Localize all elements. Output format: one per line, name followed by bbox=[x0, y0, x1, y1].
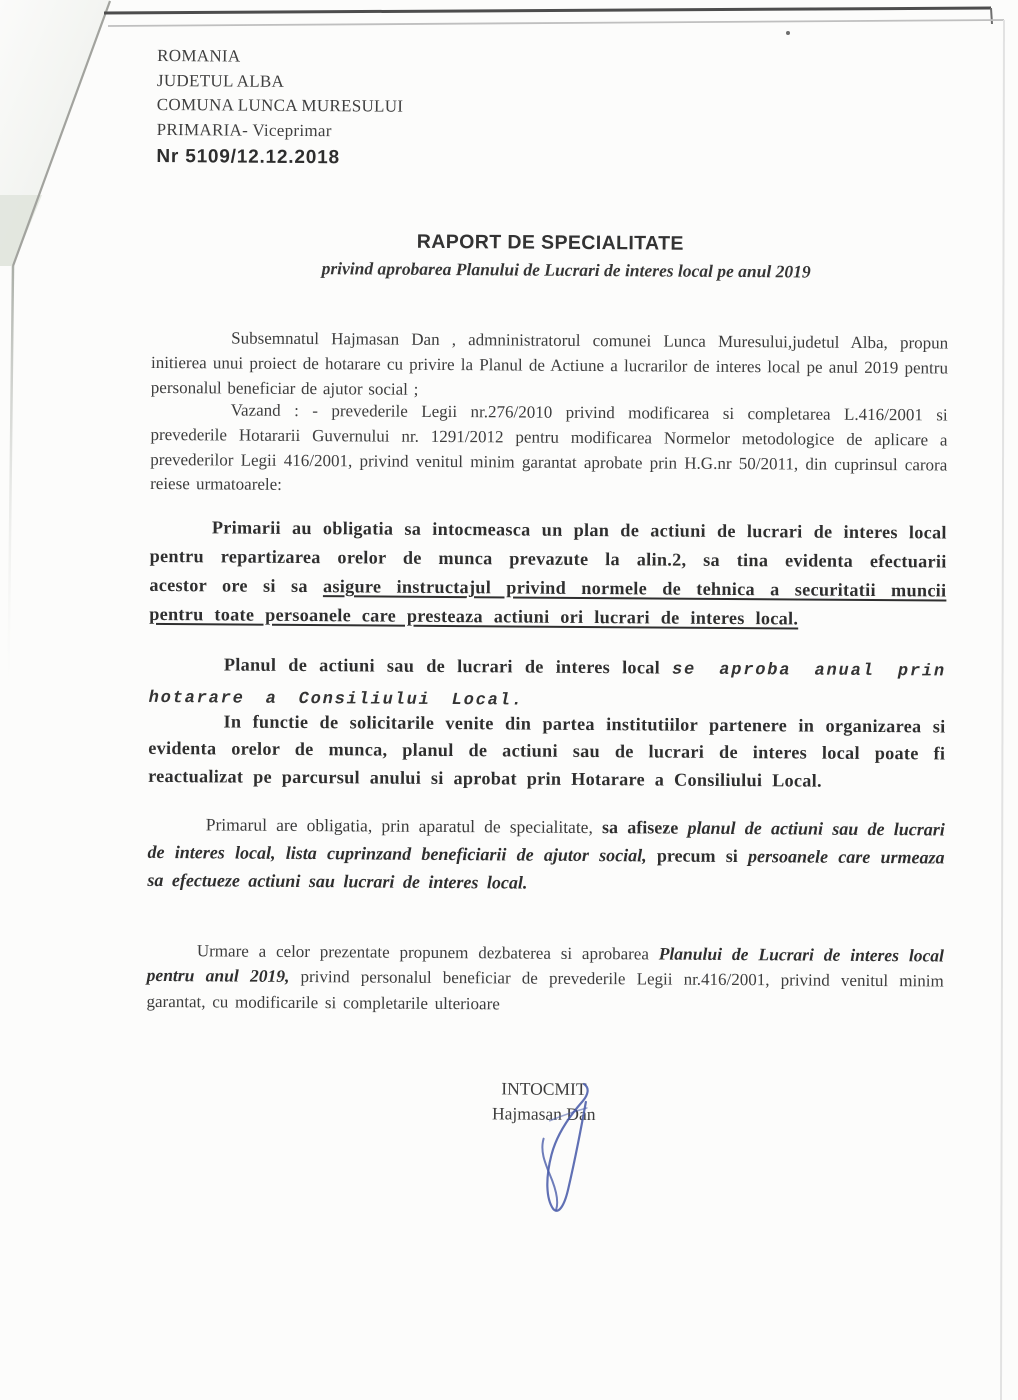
letterhead-office: PRIMARIA- Viceprimar bbox=[156, 119, 332, 140]
primarul-italic-text-2: persoanele care urmeaza sa efectueze actiuni sau lucrari de interes local. bbox=[147, 846, 945, 893]
plan-typewriter-text: se aproba anual prin hotarare a Consiliului Local. bbox=[148, 660, 946, 711]
obligatie-text: Primarii au obligatia sa intocmeasca un plan de actiuni de lucrari de interes local pentru repartizarea orelor de munca prevazute la alin.2, sa tina evidenta efectuarii acestor ore si sa bbox=[149, 517, 947, 597]
plan-bold-text: Planul de actiuni sau de lucrari de interes local bbox=[223, 654, 673, 678]
paragraph-intro: Subsemnatul Hajmasan Dan , admninistratorul comunei Lunca Muresului,judetul Alba, propun initierea unui proiect de hotarare cu privire la Planul de Actiune a lucrarilor de interes local pe anul 2019 pentru personalul beneficiar de ajutor social ; bbox=[150, 328, 949, 399]
document-subtitle: privind aprobarea Planului de Lucrari de interes local pe anul 2019 bbox=[321, 258, 811, 282]
urmare-regular-text-2: privind personalul beneficiar de prevederile Legii nr.416/2001, privind venitul minim garantat, cu modificarile si completarile ulterioare bbox=[146, 967, 944, 1013]
letterhead bbox=[156, 44, 403, 172]
paragraph-primarul bbox=[147, 810, 945, 900]
urmare-bold-italic-text: Planului de Lucrari de interes local pentru anul 2019, bbox=[146, 943, 944, 987]
registration-number: Nr 5109/12.12.2018 bbox=[156, 146, 340, 169]
paragraph-vazand: Vazand : - prevederile Legii nr.276/2010 privind modificarea si completarea L.416/2001 si prevederile Hotararii Guvernului nr. 1291/2012 pentru modificarea Normelor metodologice de aplicare a prevederilor Legii 416/2001, privind venitul minim garantat aprobate prin H.G.nr 50/2011, din cuprinsul carora reiese urmatoarele: bbox=[150, 400, 948, 495]
primarul-italic-text-1: planul de actiuni sau de lucrari de interes local, lista cuprinzand beneficiarii de ajutor social, bbox=[147, 817, 945, 866]
signature-label: INTOCMIT bbox=[501, 1078, 587, 1099]
letterhead-commune: COMUNA LUNCA MURESULUI bbox=[156, 95, 404, 116]
paragraph-urmare bbox=[146, 938, 944, 1019]
signature-stroke-left bbox=[542, 1139, 558, 1210]
obligatie-underlined-text: asigure instructajul privind normele de tehnica a securitatii muncii pentru toate persoanele care presteaza actiuni ori lucrari de interes local. bbox=[149, 576, 947, 629]
letterhead-county: JUDETUL ALBA bbox=[156, 70, 285, 91]
signatory-name: Hajmasan Dan bbox=[491, 1103, 596, 1125]
primarul-bold-text-2: precum si bbox=[646, 845, 749, 867]
urmare-regular-text-1: Urmare a celor prezentate propunem dezbaterea si aprobarea bbox=[196, 941, 659, 964]
primarul-bold-text-1: sa afiseze bbox=[601, 817, 688, 838]
document-title: RAPORT DE SPECIALITATE bbox=[416, 230, 684, 255]
paragraph-functie: In functie de solicitarile venite din partea institutiilor partenere in organizarea si evidenta orelor de munca, planul de actiuni sau de lucrari de interes local poate fi reactualizat pe parcursul anului si aprobat prin Hotarare a Consiliului Local. bbox=[148, 711, 946, 791]
primarul-regular-text: Primarul are obligatia, prin aparatul de specialitate, bbox=[205, 814, 603, 838]
letterhead-country: ROMANIA bbox=[157, 45, 241, 66]
paragraph-obligatie bbox=[149, 513, 947, 635]
signature-block bbox=[449, 1076, 639, 1127]
